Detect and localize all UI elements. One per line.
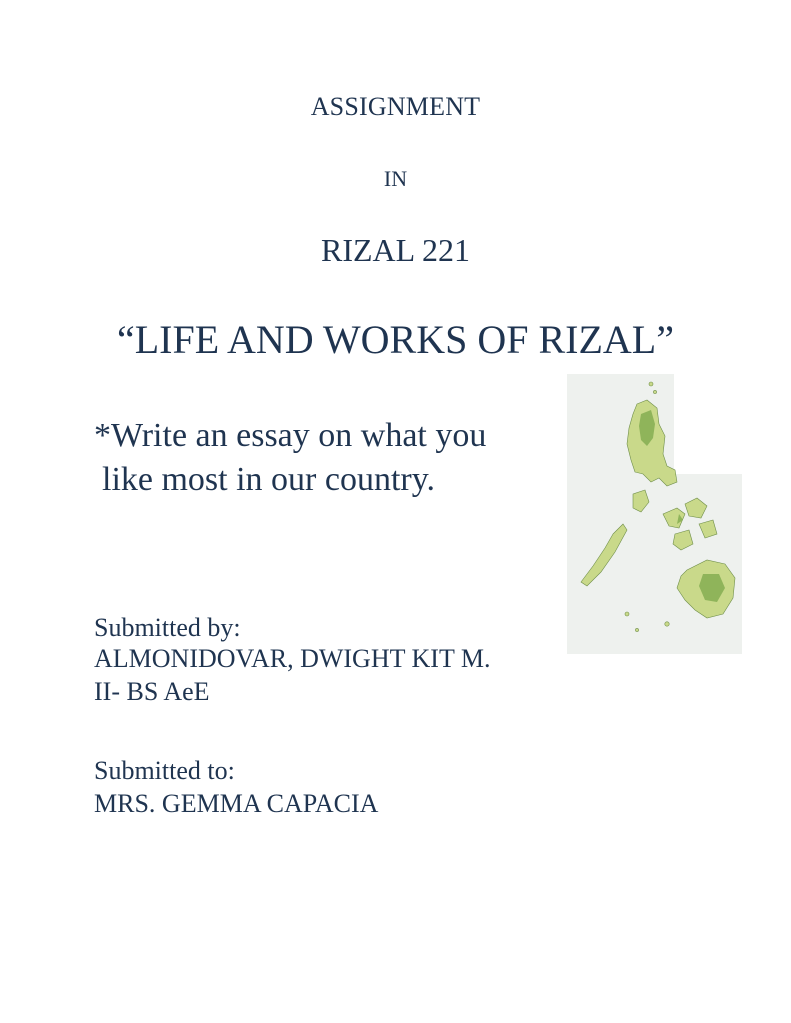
in-heading: IN — [383, 166, 408, 191]
submitted-by-label: Submitted by: — [94, 613, 241, 642]
philippines-map-image — [567, 374, 742, 654]
submitted-by-name: ALMONIDOVAR, DWIGHT KIT M. — [94, 644, 491, 673]
course-code: RIZAL 221 — [320, 232, 470, 268]
prompt-line-2: like most in our country. — [102, 461, 436, 498]
submitted-to-label: Submitted to: — [94, 756, 235, 785]
submitted-by-course: II- BS AeE — [94, 677, 210, 706]
assignment-heading: ASSIGNMENT — [310, 92, 481, 121]
submitted-to-name: MRS. GEMMA CAPACIA — [94, 789, 379, 818]
prompt-line-1: *Write an essay on what you — [94, 417, 487, 454]
assignment-title: “LIFE AND WORKS OF RIZAL” — [116, 317, 674, 362]
